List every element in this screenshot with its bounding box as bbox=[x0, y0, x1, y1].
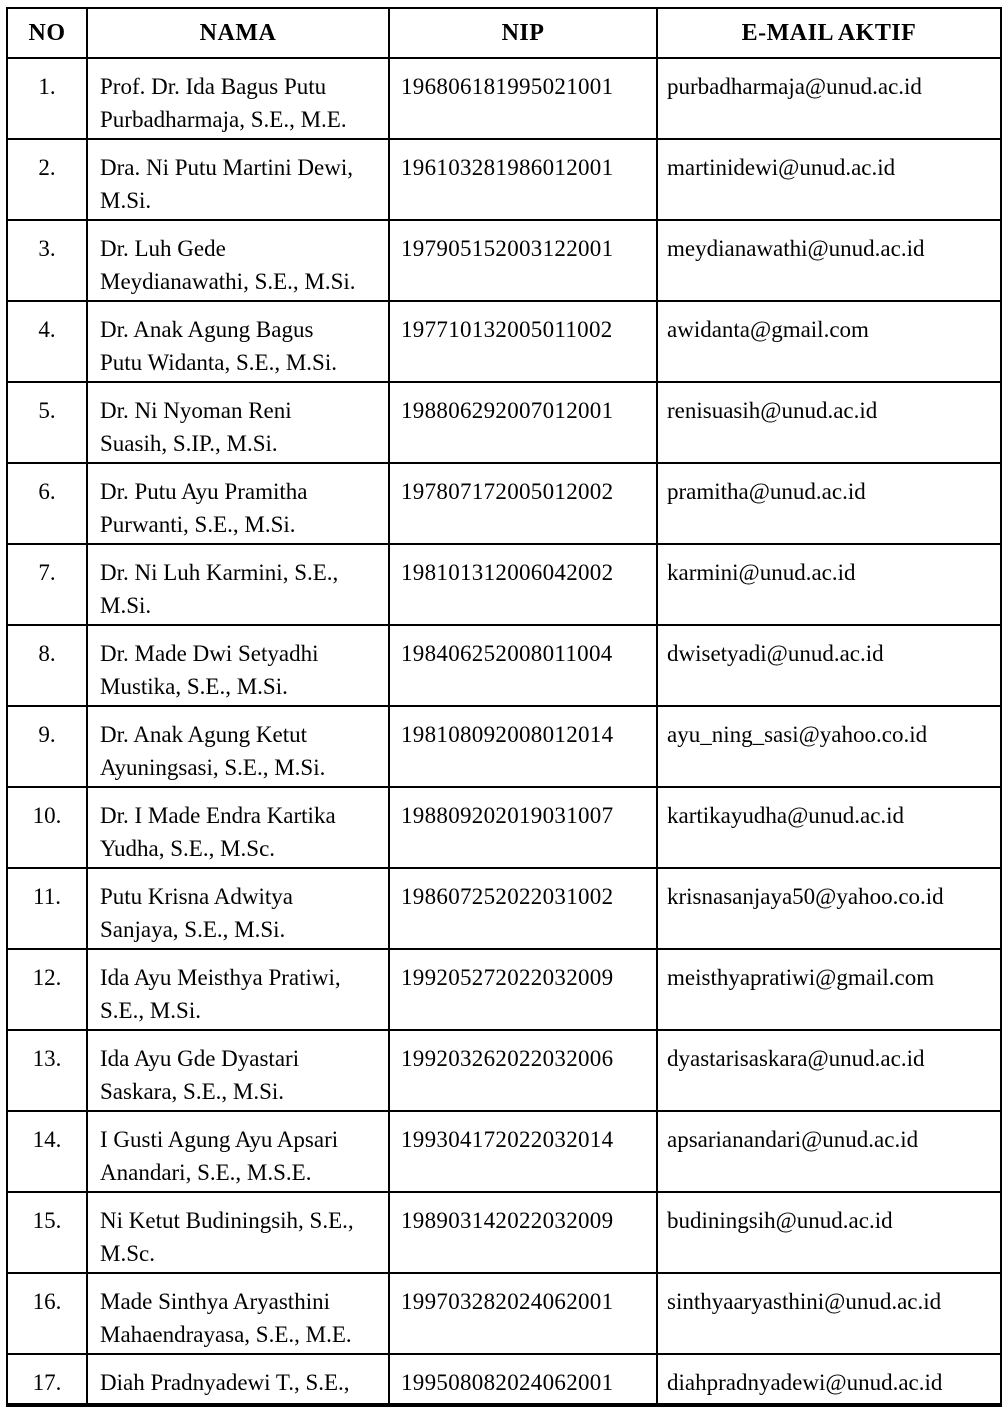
lecturer-nip: 197710132005011002 bbox=[389, 301, 657, 382]
lecturer-nip: 197807172005012002 bbox=[389, 463, 657, 544]
lecturer-name: Ni Ketut Budiningsih, S.E., M.Sc. bbox=[87, 1192, 389, 1273]
row-number: 11. bbox=[7, 868, 87, 949]
row-number: 8. bbox=[7, 625, 87, 706]
lecturer-nip: 198607252022031002 bbox=[389, 868, 657, 949]
table-row bbox=[7, 1354, 1001, 1405]
row-number: 17. bbox=[7, 1354, 87, 1405]
lecturer-email: diahpradnyadewi@unud.ac.id bbox=[657, 1354, 1001, 1405]
lecturer-name: Ida Ayu Gde Dyastari Saskara, S.E., M.Si. bbox=[87, 1030, 389, 1111]
lecturer-email: sinthyaaryasthini@unud.ac.id bbox=[657, 1273, 1001, 1354]
row-number: 4. bbox=[7, 301, 87, 382]
table-row bbox=[7, 1273, 1001, 1354]
lecturer-name: Dr. Ni Nyoman Reni Suasih, S.IP., M.Si. bbox=[87, 382, 389, 463]
lecturer-name: I Gusti Agung Ayu Apsari Anandari, S.E., M.S.E. bbox=[87, 1111, 389, 1192]
lecturer-name: Putu Krisna Adwitya Sanjaya, S.E., M.Si. bbox=[87, 868, 389, 949]
row-number: 5. bbox=[7, 382, 87, 463]
table-row bbox=[7, 1111, 1001, 1192]
lecturer-name: Dr. Putu Ayu Pramitha Purwanti, S.E., M.Si. bbox=[87, 463, 389, 544]
table-row bbox=[7, 625, 1001, 706]
lecturer-name: Dr. I Made Endra Kartika Yudha, S.E., M.Sc. bbox=[87, 787, 389, 868]
lecturer-name: Dr. Made Dwi Setyadhi Mustika, S.E., M.Si. bbox=[87, 625, 389, 706]
row-number: 3. bbox=[7, 220, 87, 301]
table-row bbox=[7, 868, 1001, 949]
header-email: E-MAIL AKTIF bbox=[657, 8, 1001, 58]
row-number: 2. bbox=[7, 139, 87, 220]
table-row bbox=[7, 220, 1001, 301]
row-number: 12. bbox=[7, 949, 87, 1030]
row-number: 6. bbox=[7, 463, 87, 544]
lecturer-name: Ida Ayu Meisthya Pratiwi, S.E., M.Si. bbox=[87, 949, 389, 1030]
lecturer-nip: 197905152003122001 bbox=[389, 220, 657, 301]
lecturer-name: Dr. Ni Luh Karmini, S.E., M.Si. bbox=[87, 544, 389, 625]
row-number: 10. bbox=[7, 787, 87, 868]
row-number: 13. bbox=[7, 1030, 87, 1111]
lecturer-email: pramitha@unud.ac.id bbox=[657, 463, 1001, 544]
lecturer-email: martinidewi@unud.ac.id bbox=[657, 139, 1001, 220]
lecturer-email: dyastarisaskara@unud.ac.id bbox=[657, 1030, 1001, 1111]
lecturer-name: Dr. Luh Gede Meydianawathi, S.E., M.Si. bbox=[87, 220, 389, 301]
header-nip: NIP bbox=[389, 8, 657, 58]
header-row bbox=[7, 8, 1001, 58]
table-row bbox=[7, 301, 1001, 382]
document-page bbox=[0, 7, 1008, 1410]
lecturer-nip: 198101312006042002 bbox=[389, 544, 657, 625]
lecturer-nip: 198903142022032009 bbox=[389, 1192, 657, 1273]
header-nama: NAMA bbox=[87, 8, 389, 58]
table-row bbox=[7, 544, 1001, 625]
lecturer-name: Dr. Anak Agung Bagus Putu Widanta, S.E., M.Si. bbox=[87, 301, 389, 382]
lecturer-email: apsarianandari@unud.ac.id bbox=[657, 1111, 1001, 1192]
lecturer-email: renisuasih@unud.ac.id bbox=[657, 382, 1001, 463]
lecturer-name: Prof. Dr. Ida Bagus Putu Purbadharmaja, S.E., M.E. bbox=[87, 58, 389, 139]
lecturer-nip: 198406252008011004 bbox=[389, 625, 657, 706]
row-number: 14. bbox=[7, 1111, 87, 1192]
row-number: 7. bbox=[7, 544, 87, 625]
table-row bbox=[7, 382, 1001, 463]
table-row bbox=[7, 1192, 1001, 1273]
table-row bbox=[7, 787, 1001, 868]
lecturer-nip: 199205272022032009 bbox=[389, 949, 657, 1030]
lecturer-name: Diah Pradnyadewi T., S.E., bbox=[87, 1354, 389, 1405]
row-number: 9. bbox=[7, 706, 87, 787]
lecturer-nip: 196103281986012001 bbox=[389, 139, 657, 220]
lecturer-nip: 199508082024062001 bbox=[389, 1354, 657, 1405]
lecturer-nip: 198809202019031007 bbox=[389, 787, 657, 868]
row-number: 16. bbox=[7, 1273, 87, 1354]
table-row bbox=[7, 706, 1001, 787]
lecturer-nip: 198806292007012001 bbox=[389, 382, 657, 463]
table-row bbox=[7, 58, 1001, 139]
lecturer-nip: 198108092008012014 bbox=[389, 706, 657, 787]
faculty-email-table bbox=[6, 7, 1002, 1407]
lecturer-email: kartikayudha@unud.ac.id bbox=[657, 787, 1001, 868]
lecturer-nip: 196806181995021001 bbox=[389, 58, 657, 139]
lecturer-nip: 199304172022032014 bbox=[389, 1111, 657, 1192]
lecturer-email: karmini@unud.ac.id bbox=[657, 544, 1001, 625]
lecturer-nip: 199203262022032006 bbox=[389, 1030, 657, 1111]
lecturer-email: dwisetyadi@unud.ac.id bbox=[657, 625, 1001, 706]
lecturer-email: meisthyapratiwi@gmail.com bbox=[657, 949, 1001, 1030]
lecturer-email: ayu_ning_sasi@yahoo.co.id bbox=[657, 706, 1001, 787]
table-row bbox=[7, 1030, 1001, 1111]
row-number: 1. bbox=[7, 58, 87, 139]
header-no: NO bbox=[7, 8, 87, 58]
lecturer-email: krisnasanjaya50@yahoo.co.id bbox=[657, 868, 1001, 949]
lecturer-email: budiningsih@unud.ac.id bbox=[657, 1192, 1001, 1273]
lecturer-email: meydianawathi@unud.ac.id bbox=[657, 220, 1001, 301]
lecturer-name: Dra. Ni Putu Martini Dewi, M.Si. bbox=[87, 139, 389, 220]
table-row bbox=[7, 139, 1001, 220]
table-row bbox=[7, 949, 1001, 1030]
lecturer-name: Made Sinthya Aryasthini Mahaendrayasa, S.E., M.E. bbox=[87, 1273, 389, 1354]
lecturer-name: Dr. Anak Agung Ketut Ayuningsasi, S.E., M.Si. bbox=[87, 706, 389, 787]
table-row bbox=[7, 463, 1001, 544]
lecturer-email: purbadharmaja@unud.ac.id bbox=[657, 58, 1001, 139]
row-number: 15. bbox=[7, 1192, 87, 1273]
lecturer-nip: 199703282024062001 bbox=[389, 1273, 657, 1354]
lecturer-email: awidanta@gmail.com bbox=[657, 301, 1001, 382]
